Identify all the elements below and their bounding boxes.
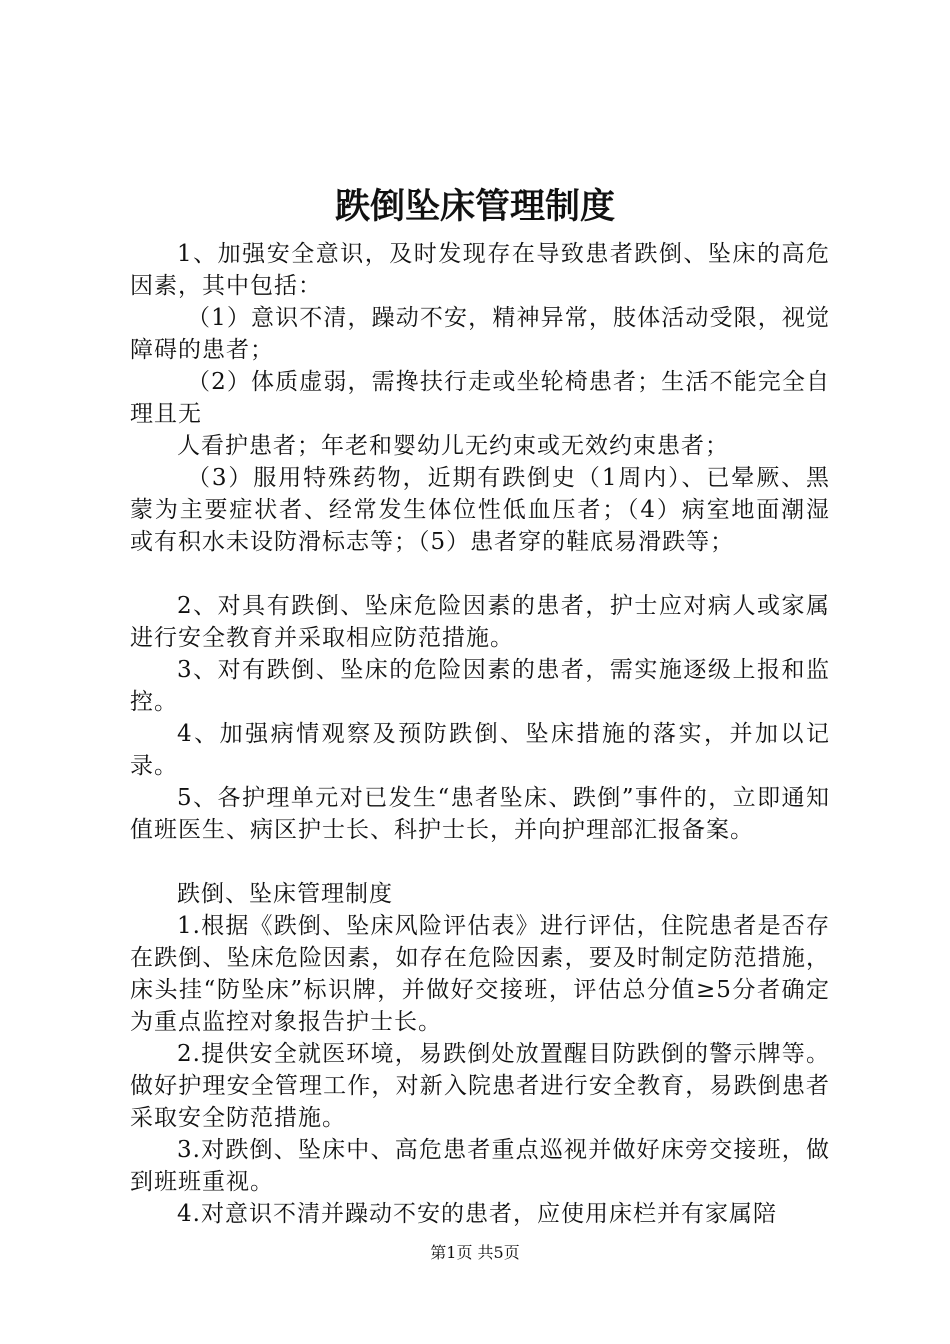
paragraph-9: 5、各护理单元对已发生“患者坠床、跌倒”事件的，立即通知值班医生、病区护士长、科护士长，并向护理部汇报备案。 xyxy=(130,785,830,843)
document-title: 跌倒坠床管理制度 xyxy=(334,186,615,227)
document-body xyxy=(130,238,830,1230)
paragraph-3: （2）体质虚弱，需搀扶行走或坐轮椅患者；生活不能完全自理且无 xyxy=(130,369,830,427)
spacer xyxy=(130,846,830,878)
paragraph-5: （3）服用特殊药物，近期有跌倒史（1周内）、已晕厥、黑蒙为主要症状者、经常发生体位性低血压者；（4）病室地面潮湿或有积水未设防滑标志等；（5）患者穿的鞋底易滑跌等； xyxy=(130,465,830,555)
paragraph-11: 1.根据《跌倒、坠床风险评估表》进行评估，住院患者是否存在跌倒、坠床危险因素，如存在危险因素，要及时制定防范措施，床头挂“防坠床”标识牌，并做好交接班，评估总分值≥5分者确定为重点监控对象报告护士长。 xyxy=(130,913,830,1035)
paragraph-6: 2、对具有跌倒、坠床危险因素的患者，护士应对病人或家属进行安全教育并采取相应防范措施。 xyxy=(130,593,830,651)
paragraph-4: 人看护患者；年老和婴幼儿无约束或无效约束患者； xyxy=(177,433,729,459)
paragraph-8: 4、加强病情观察及预防跌倒、坠床措施的落实，并加以记录。 xyxy=(130,721,830,779)
paragraph-12: 2.提供安全就医环境，易跌倒处放置醒目防跌倒的警示牌等。做好护理安全管理工作，对新入院患者进行安全教育，易跌倒患者采取安全防范措施。 xyxy=(130,1041,830,1131)
paragraph-13: 3.对跌倒、坠床中、高危患者重点巡视并做好床旁交接班，做到班班重视。 xyxy=(130,1137,830,1195)
page-footer: 第1页 共5页 xyxy=(430,1243,520,1262)
spacer xyxy=(130,558,830,590)
paragraph-14: 4.对意识不清并躁动不安的患者，应使用床栏并有家属陪 xyxy=(177,1201,777,1227)
paragraph-7: 3、对有跌倒、坠床的危险因素的患者，需实施逐级上报和监控。 xyxy=(130,657,830,715)
paragraph-2: （1）意识不清，躁动不安，精神异常，肢体活动受限，视觉障碍的患者； xyxy=(130,305,830,363)
paragraph-1: 1、加强安全意识，及时发现存在导致患者跌倒、坠床的高危因素，其中包括： xyxy=(130,241,830,299)
section-heading: 跌倒、坠床管理制度 xyxy=(177,881,393,907)
